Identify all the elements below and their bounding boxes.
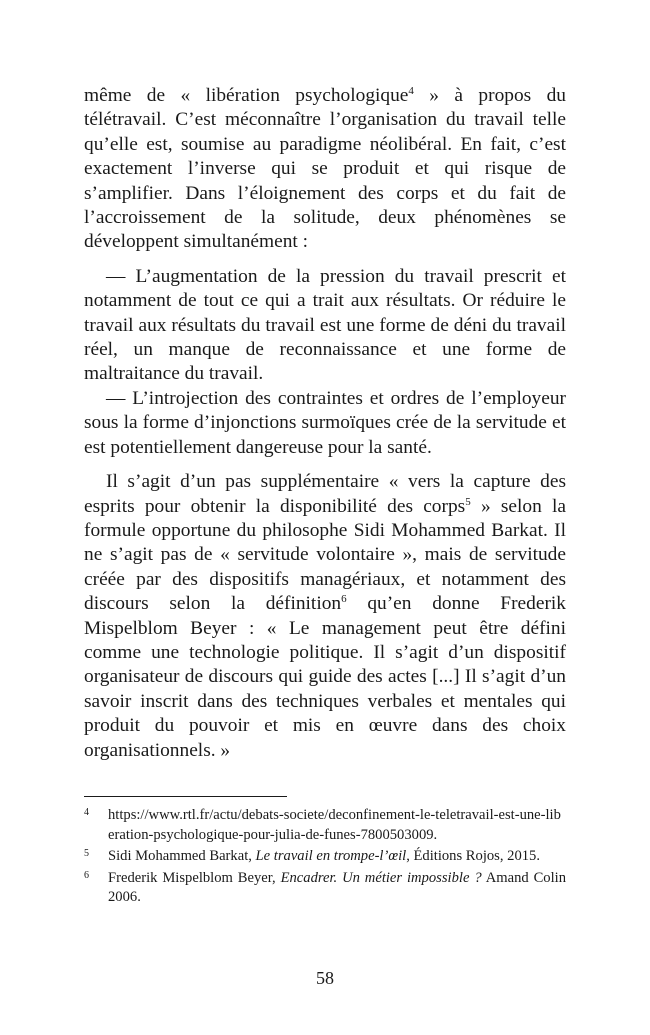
footnote-author: Frederik Mispelblom Beyer, <box>108 869 281 886</box>
footnote-publisher: Amand Colin 2006. <box>108 869 567 906</box>
footnote-ref-6[interactable]: 6 <box>341 593 347 606</box>
paragraph-1-text-a: même de « libération psychologique <box>84 85 409 106</box>
footnote-author: Sidi Mohammed Barkat, <box>108 848 256 865</box>
page-body <box>84 84 566 763</box>
footnote-url-link[interactable]: https://www.rtl.fr/actu/debats-societe/deconfinement-le-teletravail-est-une-liberation-psychologique-pour-julia-de-funes-7800503009. <box>108 807 561 843</box>
footnote-title: Encadrer. Un métier impossible ? <box>280 869 482 886</box>
paragraph-1 <box>84 84 566 255</box>
paragraph-4-text-a: Il s’agit d’un pas supplémentaire « vers la capture des esprits pour obtenir la disponibilité des corps <box>84 471 566 517</box>
paragraph-3: — L’introjection des contraintes et ordres de l’employeur sous la forme d’injonctions surmoïques crée de la servitude et est potentiellement dangereuse pour la santé. <box>84 387 566 458</box>
footnote-text <box>108 847 566 867</box>
footnote-publisher: , Éditions Rojos, 2015. <box>406 848 540 865</box>
footnote-number: 6 <box>84 869 89 881</box>
paragraph-4 <box>84 470 566 763</box>
footnote-5 <box>84 847 566 867</box>
paragraph-4-text-b: » selon la formule opportune du philosophe Sidi Mohammed Barkat. Il ne s’agit pas de « servitude volontaire », mais de servitude créée par des dispositifs managériaux, et notamment des discours selon la définition <box>84 495 566 615</box>
footnote-number: 5 <box>84 848 89 860</box>
footnote-number: 4 <box>84 807 89 818</box>
page-number: 58 <box>316 968 334 988</box>
footnote-separator <box>84 796 287 797</box>
footnote-ref-4[interactable]: 4 <box>408 85 414 97</box>
footnote-ref-5[interactable]: 5 <box>465 495 471 508</box>
footnotes <box>84 806 566 910</box>
footnote-6 <box>84 869 566 908</box>
footnote-text <box>108 869 566 908</box>
paragraph-1-text-b: » à propos du télétravail. C’est méconnaître l’organisation du travail telle qu’elle est, soumise au paradigme néolibéral. En fait, c’est exactement l’inverse qui se produit et qui risque de s’amplifier. Dans l’éloignement des corps et du fait de l’accroissement de la solitude, deux phénomènes se développent simultanément : <box>84 85 567 253</box>
paragraph-4-text-c: qu’en donne Frederik Mispelblom Beyer : « Le management peut être défini comme une technologie politique. Il s’agit d’un dispositif organisateur de discours qui guide des actes [...] Il s’agit d’un savoir inscrit dans des techniques verbales et mentales qui produit du pouvoir et mis en œuvre dans des choix organisationnels. » <box>84 593 566 761</box>
footnote-4 <box>84 806 566 845</box>
paragraph-2: — L’augmentation de la pression du travail prescrit et notamment de tout ce qui a trait aux résultats. Or réduire le travail aux résultats du travail est une forme de déni du travail réel, un manque de reconnaissance et une forme de maltraitance du travail. <box>84 265 566 385</box>
footnote-title: Le travail en trompe-l’œil <box>255 848 407 865</box>
